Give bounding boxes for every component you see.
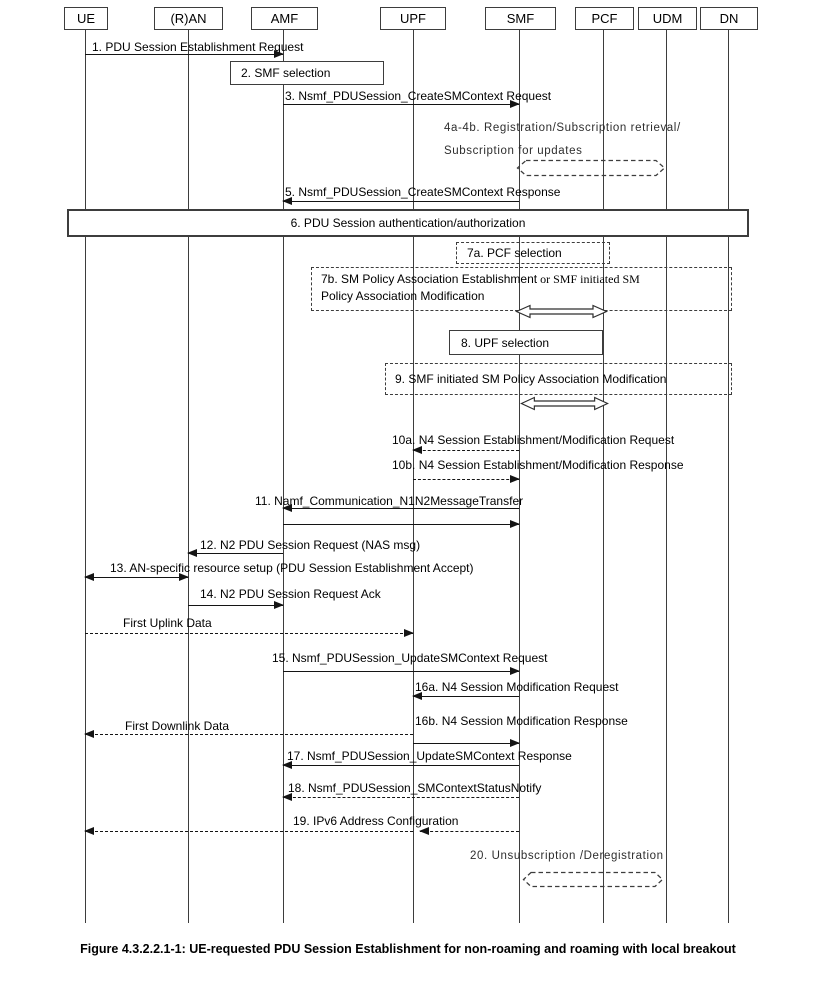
arrowhead-left-icon	[412, 446, 422, 454]
label-12-n2-pdu-session-request: 12. N2 PDU Session Request (NAS msg)	[200, 538, 421, 552]
arrowhead-left-icon	[84, 573, 94, 581]
label-8-upf-selection: 8. UPF selection	[461, 335, 550, 350]
arrow-16a-smf-to-upf	[413, 696, 519, 697]
label-5-create-smcontext-response: 5. Nsmf_PDUSession_CreateSMContext Response	[285, 185, 561, 199]
label-1-pdu-session-establishment-request: 1. PDU Session Establishment Request	[92, 40, 304, 54]
arrow-first-downlink-upf-to-ue	[85, 734, 413, 735]
arrow-14-ran-to-amf	[188, 605, 283, 606]
label-18-smcontext-status-notify: 18. Nsmf_PDUSession_SMContextStatusNotify	[288, 781, 542, 795]
box-8-upf-selection	[449, 330, 603, 355]
actor-label-pcf: PCF	[591, 11, 618, 26]
arrowhead-left-icon	[84, 730, 94, 738]
label-16b-n4-modification-response: 16b. N4 Session Modification Response	[415, 714, 628, 728]
arrowhead-left-icon	[282, 793, 292, 801]
arrowhead-right-icon	[510, 667, 520, 675]
arrowhead-left-icon	[419, 827, 429, 835]
arrow-19-smf-to-upf	[420, 831, 519, 832]
arrow-11-smf-to-amf	[283, 508, 519, 509]
label-first-downlink-data: First Downlink Data	[125, 719, 230, 733]
actor-label-smf: SMF	[506, 11, 535, 26]
actor-box-pcf	[575, 7, 634, 30]
label-19-ipv6-address-configuration: 19. IPv6 Address Configuration	[293, 814, 459, 828]
actor-box-upf	[380, 7, 446, 30]
arrow-3-amf-to-smf	[283, 104, 519, 105]
actor-box-ue	[64, 7, 108, 30]
arrow-11-response-amf-to-smf	[283, 524, 519, 525]
label-20-unsubscription-deregistration: 20. Unsubscription /Deregistration	[470, 850, 664, 862]
arrow-5-smf-to-amf	[283, 201, 519, 202]
arrowhead-right-icon	[404, 629, 414, 637]
arrowhead-left-icon	[187, 549, 197, 557]
arrowhead-right-icon	[274, 50, 284, 58]
label-7a-pcf-selection: 7a. PCF selection	[467, 245, 562, 260]
arrowhead-right-icon	[510, 100, 520, 108]
open-double-arrow-7b-smf-pcf	[515, 304, 608, 319]
label-10b-n4-establishment-response: 10b. N4 Session Establishment/Modification Response	[392, 458, 684, 472]
actor-box-udm	[638, 7, 697, 30]
arrow-18-smf-to-amf	[283, 797, 519, 798]
actor-box-smf	[485, 7, 556, 30]
label-3-create-smcontext-request: 3. Nsmf_PDUSession_CreateSMContext Request	[285, 89, 552, 103]
lifeline-dn	[728, 29, 729, 923]
label-2-smf-selection: 2. SMF selection	[241, 66, 331, 80]
label-13-an-specific-resource-setup: 13. AN-specific resource setup (PDU Session Establishment Accept)	[110, 561, 474, 575]
label-4-registration-subscription-line1: 4a-4b. Registration/Subscription retrieval/	[444, 122, 681, 134]
double-arrow-pill-20-smf-udm	[521, 870, 665, 889]
arrowhead-left-icon	[282, 197, 292, 205]
arrow-16b-upf-to-smf	[413, 743, 519, 744]
arrow-13-ue-ran-bidirectional	[85, 577, 188, 578]
actor-label-udm: UDM	[652, 11, 683, 26]
arrowhead-left-icon	[282, 761, 292, 769]
arrow-19-upf-to-ue	[85, 831, 413, 832]
box-7a-pcf-selection	[456, 242, 610, 264]
double-arrow-pill-4-smf-udm	[515, 158, 667, 178]
actor-box-amf	[251, 7, 318, 30]
label-14-n2-pdu-session-request-ack: 14. N2 PDU Session Request Ack	[200, 587, 381, 601]
arrow-12-amf-to-ran	[188, 553, 283, 554]
label-16a-n4-modification-request: 16a. N4 Session Modification Request	[415, 680, 619, 694]
actor-label-ran: (R)AN	[170, 11, 207, 26]
label-6-authentication-authorization: 6. PDU Session authentication/authorization	[290, 216, 526, 230]
arrowhead-right-icon	[510, 520, 520, 528]
label-4-registration-subscription-line2: Subscription for updates	[444, 145, 583, 157]
arrow-17-smf-to-amf	[283, 765, 519, 766]
actor-box-ran	[154, 7, 223, 30]
label-17-update-smcontext-response: 17. Nsmf_PDUSession_UpdateSMContext Response	[287, 749, 572, 763]
arrowhead-left-icon	[84, 827, 94, 835]
label-7b-line1	[321, 271, 731, 288]
arrowhead-left-icon	[282, 504, 292, 512]
arrowhead-right-icon	[274, 601, 284, 609]
lifeline-ran	[188, 29, 189, 923]
actor-label-upf: UPF	[400, 11, 426, 26]
label-first-uplink-data: First Uplink Data	[123, 616, 212, 630]
label-10a-n4-establishment-request: 10a. N4 Session Establishment/Modification Request	[392, 433, 675, 447]
arrow-10b-upf-to-smf	[413, 479, 519, 480]
arrowhead-right-icon	[510, 475, 520, 483]
label-15-update-smcontext-request: 15. Nsmf_PDUSession_UpdateSMContext Request	[272, 651, 548, 665]
arrow-1-ue-to-amf	[85, 54, 283, 55]
arrow-10a-smf-to-upf	[413, 450, 519, 451]
arrowhead-left-icon	[412, 692, 422, 700]
label-9-sm-policy-modification: 9. SMF initiated SM Policy Association Modification	[395, 371, 667, 386]
actor-label-ue: UE	[76, 11, 96, 26]
label-7b-line2: Policy Association Modification	[321, 289, 485, 303]
actor-label-amf: AMF	[270, 11, 299, 26]
label-7b-line1-sans: 7b. SM Policy Association Establishment	[321, 272, 538, 286]
box-6-pdu-session-authentication	[67, 209, 749, 237]
box-9-sm-policy-modification	[385, 363, 732, 395]
label-7b-line1-serif: or SMF initiated SM	[537, 272, 640, 286]
lifeline-ue	[85, 29, 86, 923]
figure-caption: Figure 4.3.2.2.1-1: UE-requested PDU Session Establishment for non-roaming and roaming with local breakout	[80, 942, 736, 956]
arrowhead-right-icon	[510, 739, 520, 747]
arrow-first-uplink-ue-to-upf	[85, 633, 413, 634]
box-2-smf-selection	[230, 61, 384, 85]
lifeline-amf	[283, 29, 284, 923]
actor-label-dn: DN	[719, 11, 739, 26]
open-double-arrow-9-smf-pcf	[520, 396, 609, 411]
arrowhead-right-icon	[179, 573, 189, 581]
label-11-n1n2-message-transfer: 11. Namf_Communication_N1N2MessageTransfer	[255, 494, 524, 508]
actor-box-dn	[700, 7, 758, 30]
arrow-15-amf-to-smf	[283, 671, 519, 672]
